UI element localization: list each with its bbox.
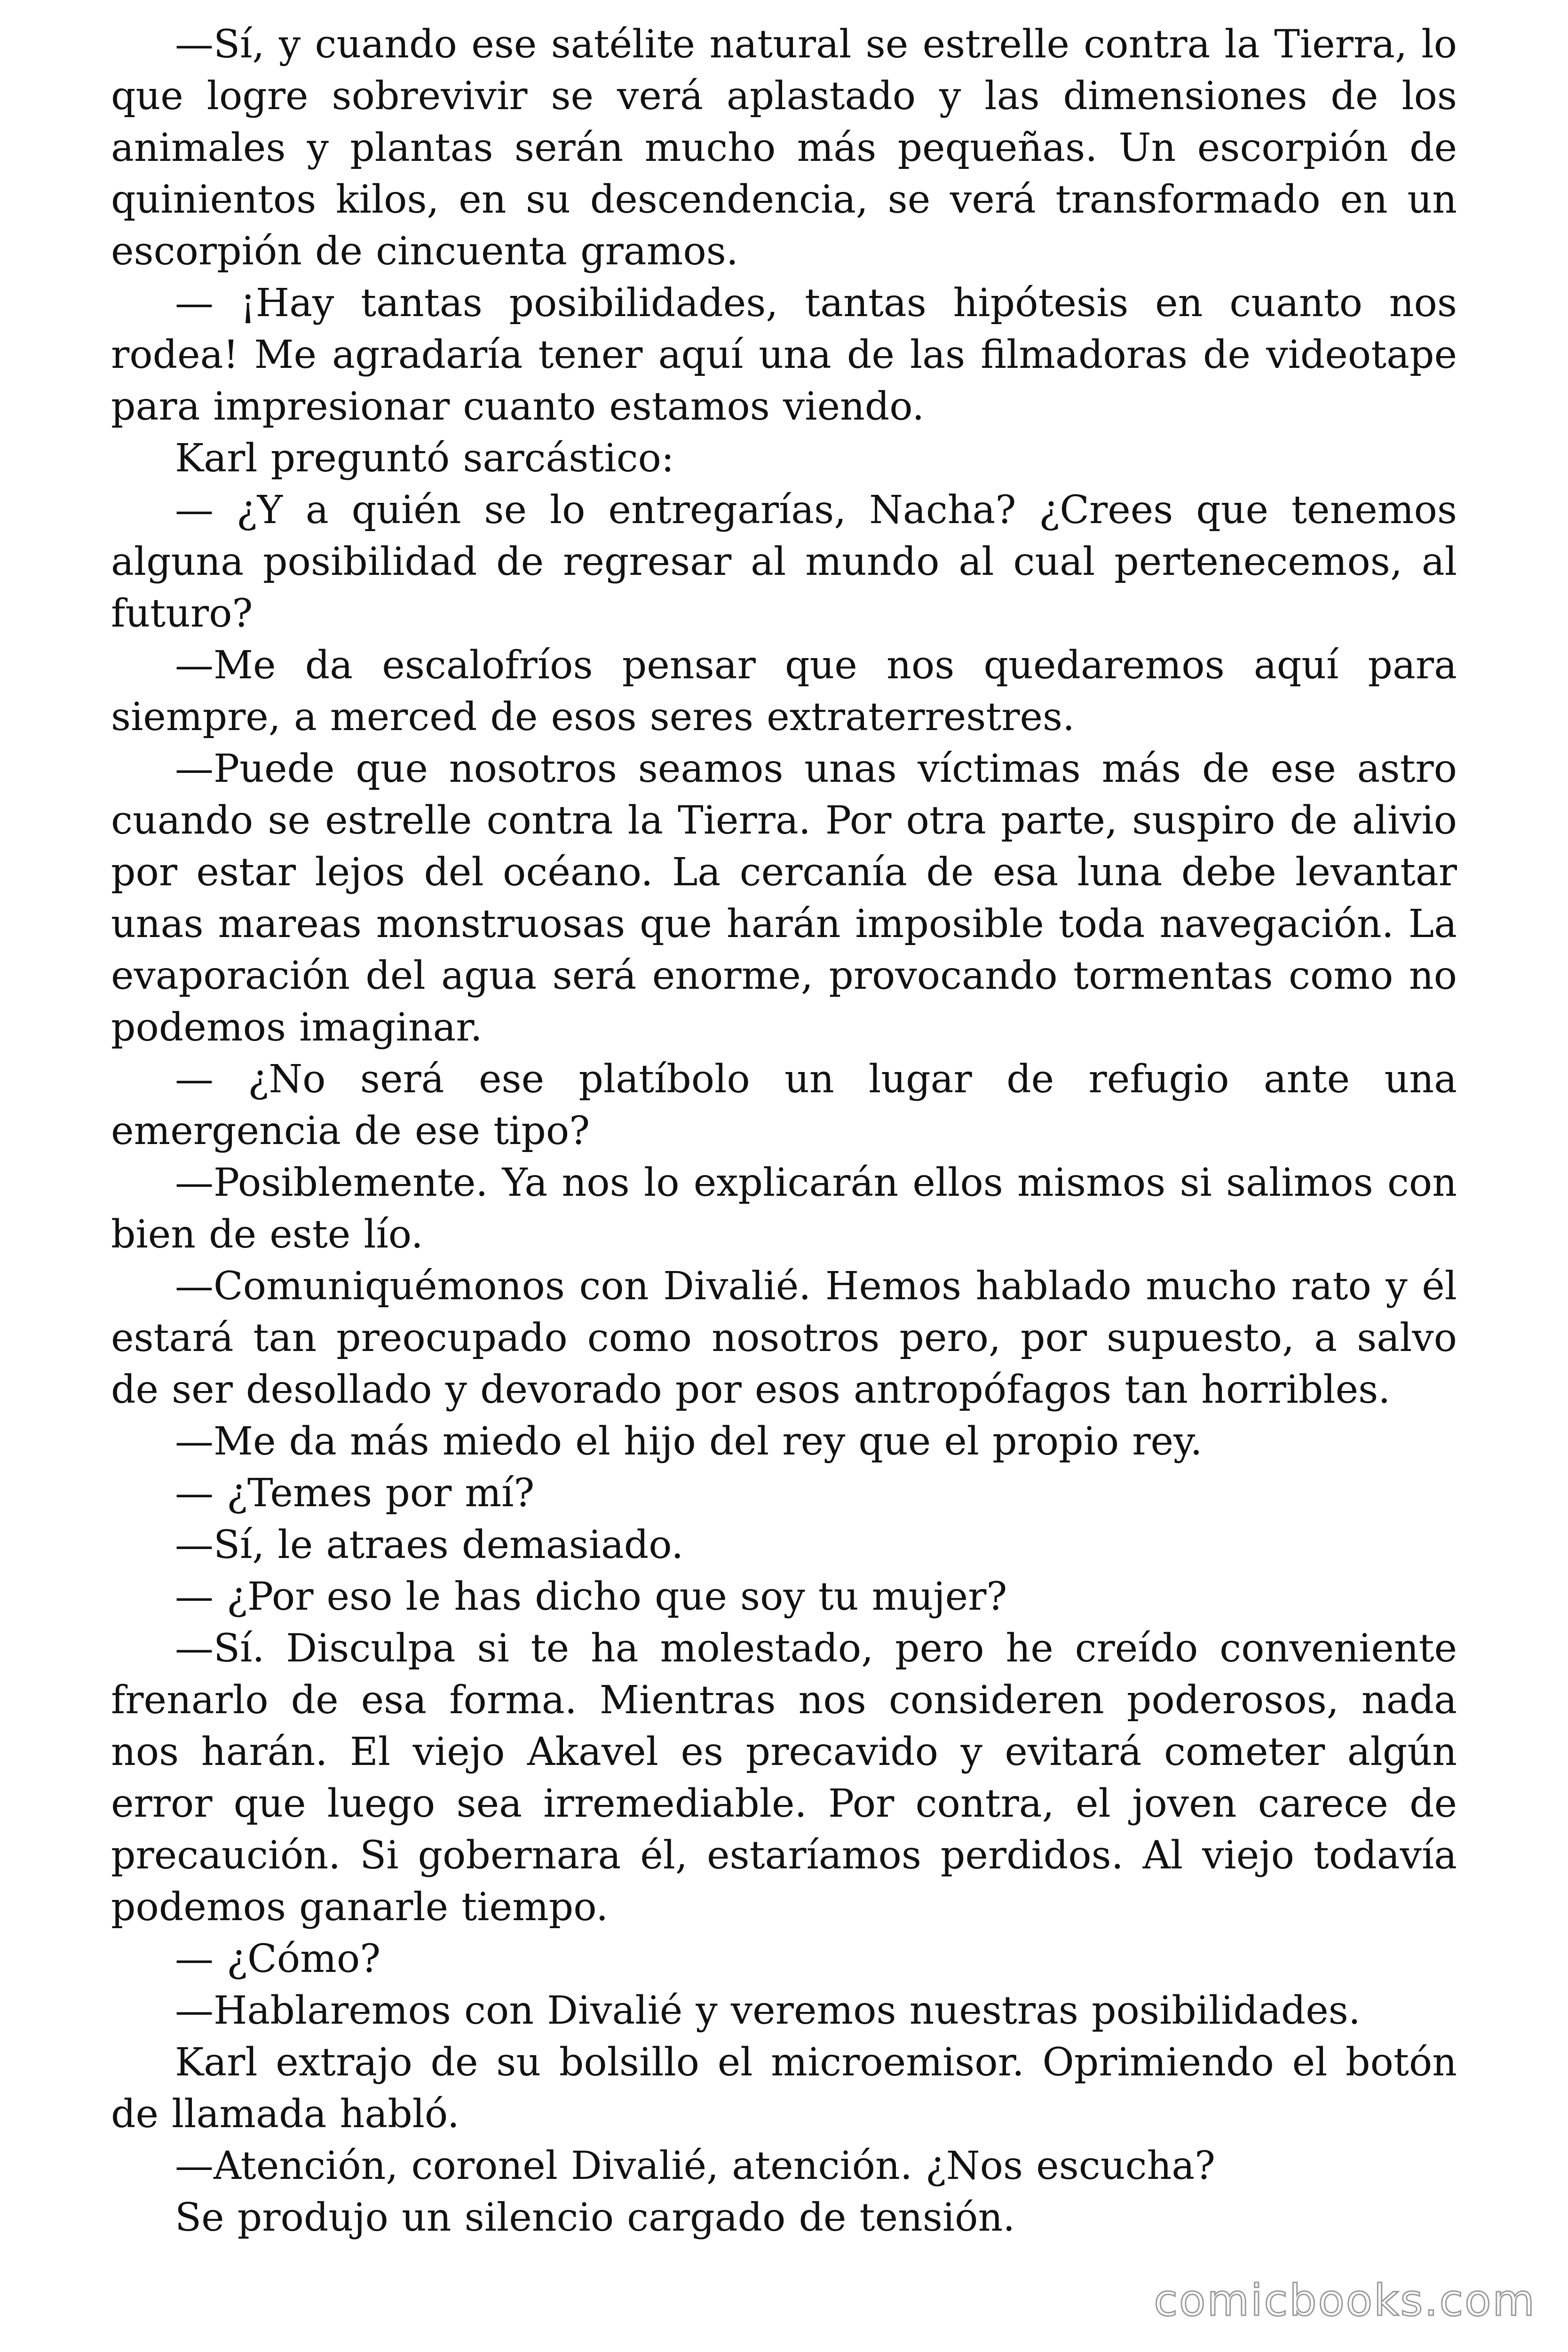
paragraph-16: —Hablaremos con Divalié y veremos nuestras posibilidades.	[175, 1988, 1361, 2033]
paragraph-19: Se produjo un silencio cargado de tensión.	[175, 2195, 1015, 2240]
paragraph-10: —Me da más miedo el hijo del rey que el propio rey.	[175, 1419, 1203, 1464]
paragraph-12: —Sí, le atraes demasiado.	[175, 1523, 684, 1567]
paragraph-6: —Puede que nosotros seamos unas víctimas más de ese astro cuando se estrelle contra la Tierra. Por otra parte, suspiro de alivio por estar lejos del océano. La cercanía de esa luna debe levantar unas mareas monstruosas que harán imposible toda navegación. La evaporación del agua será enorme, provocando tormentas como no podemos imaginar.	[111, 747, 1457, 1050]
paragraph-7: — ¿No será ese platíbolo un lugar de refugio ante una emergencia de ese tipo?	[111, 1057, 1457, 1153]
paragraph-14: —Sí. Disculpa si te ha molestado, pero he creído conveniente frenarlo de esa forma. Mientras nos consideren poderosos, nada nos harán. El viejo Akavel es precavido y evitará cometer algún error que luego sea irremediable. Por contra, el joven carece de precaución. Si gobernara él, estaríamos perdidos. Al viejo todavía podemos ganarle tiempo.	[111, 1626, 1457, 1930]
paragraph-5: —Me da escalofríos pensar que nos quedaremos aquí para siempre, a merced de esos seres extraterrestres.	[111, 643, 1457, 739]
paragraph-15: — ¿Cómo?	[175, 1937, 381, 1981]
paragraph-11: — ¿Temes por mí?	[175, 1471, 535, 1516]
paragraph-17: Karl extrajo de su bolsillo el microemisor. Oprimiendo el botón de llamada habló.	[111, 2040, 1457, 2137]
paragraph-18: —Atención, coronel Divalié, atención. ¿Nos escucha?	[175, 2144, 1216, 2188]
paragraph-2: — ¡Hay tantas posibilidades, tantas hipótesis en cuanto nos rodea! Me agradaría tener aquí una de las filmadoras de videotape para impresionar cuanto estamos viendo.	[111, 281, 1457, 429]
paragraph-1: —Sí, y cuando ese satélite natural se estrelle contra la Tierra, lo que logre sobrevivir se verá aplastado y las dimensiones de los animales y plantas serán mucho más pequeñas. Un escorpión de quinientos kilos, en su descendencia, se verá transformado en un escorpión de cincuenta gramos.	[111, 22, 1457, 274]
paragraph-8: —Posiblemente. Ya nos lo explicarán ellos mismos si salimos con bien de este lío.	[111, 1160, 1457, 1257]
paragraph-4: — ¿Y a quién se lo entregarías, Nacha? ¿Crees que tenemos alguna posibilidad de regresar al mundo al cual pertenecemos, al futuro?	[111, 488, 1457, 636]
page-body	[111, 19, 1457, 2244]
watermark: comicbooks.com	[1154, 2275, 1536, 2326]
paragraph-13: — ¿Por eso le has dicho que soy tu mujer?	[175, 1574, 1007, 1619]
paragraph-9: —Comuniquémonos con Divalié. Hemos hablado mucho rato y él estará tan preocupado como nosotros pero, por supuesto, a salvo de ser desollado y devorado por esos antropófagos tan horribles.	[111, 1264, 1457, 1412]
paragraph-3: Karl preguntó sarcástico:	[175, 436, 674, 481]
